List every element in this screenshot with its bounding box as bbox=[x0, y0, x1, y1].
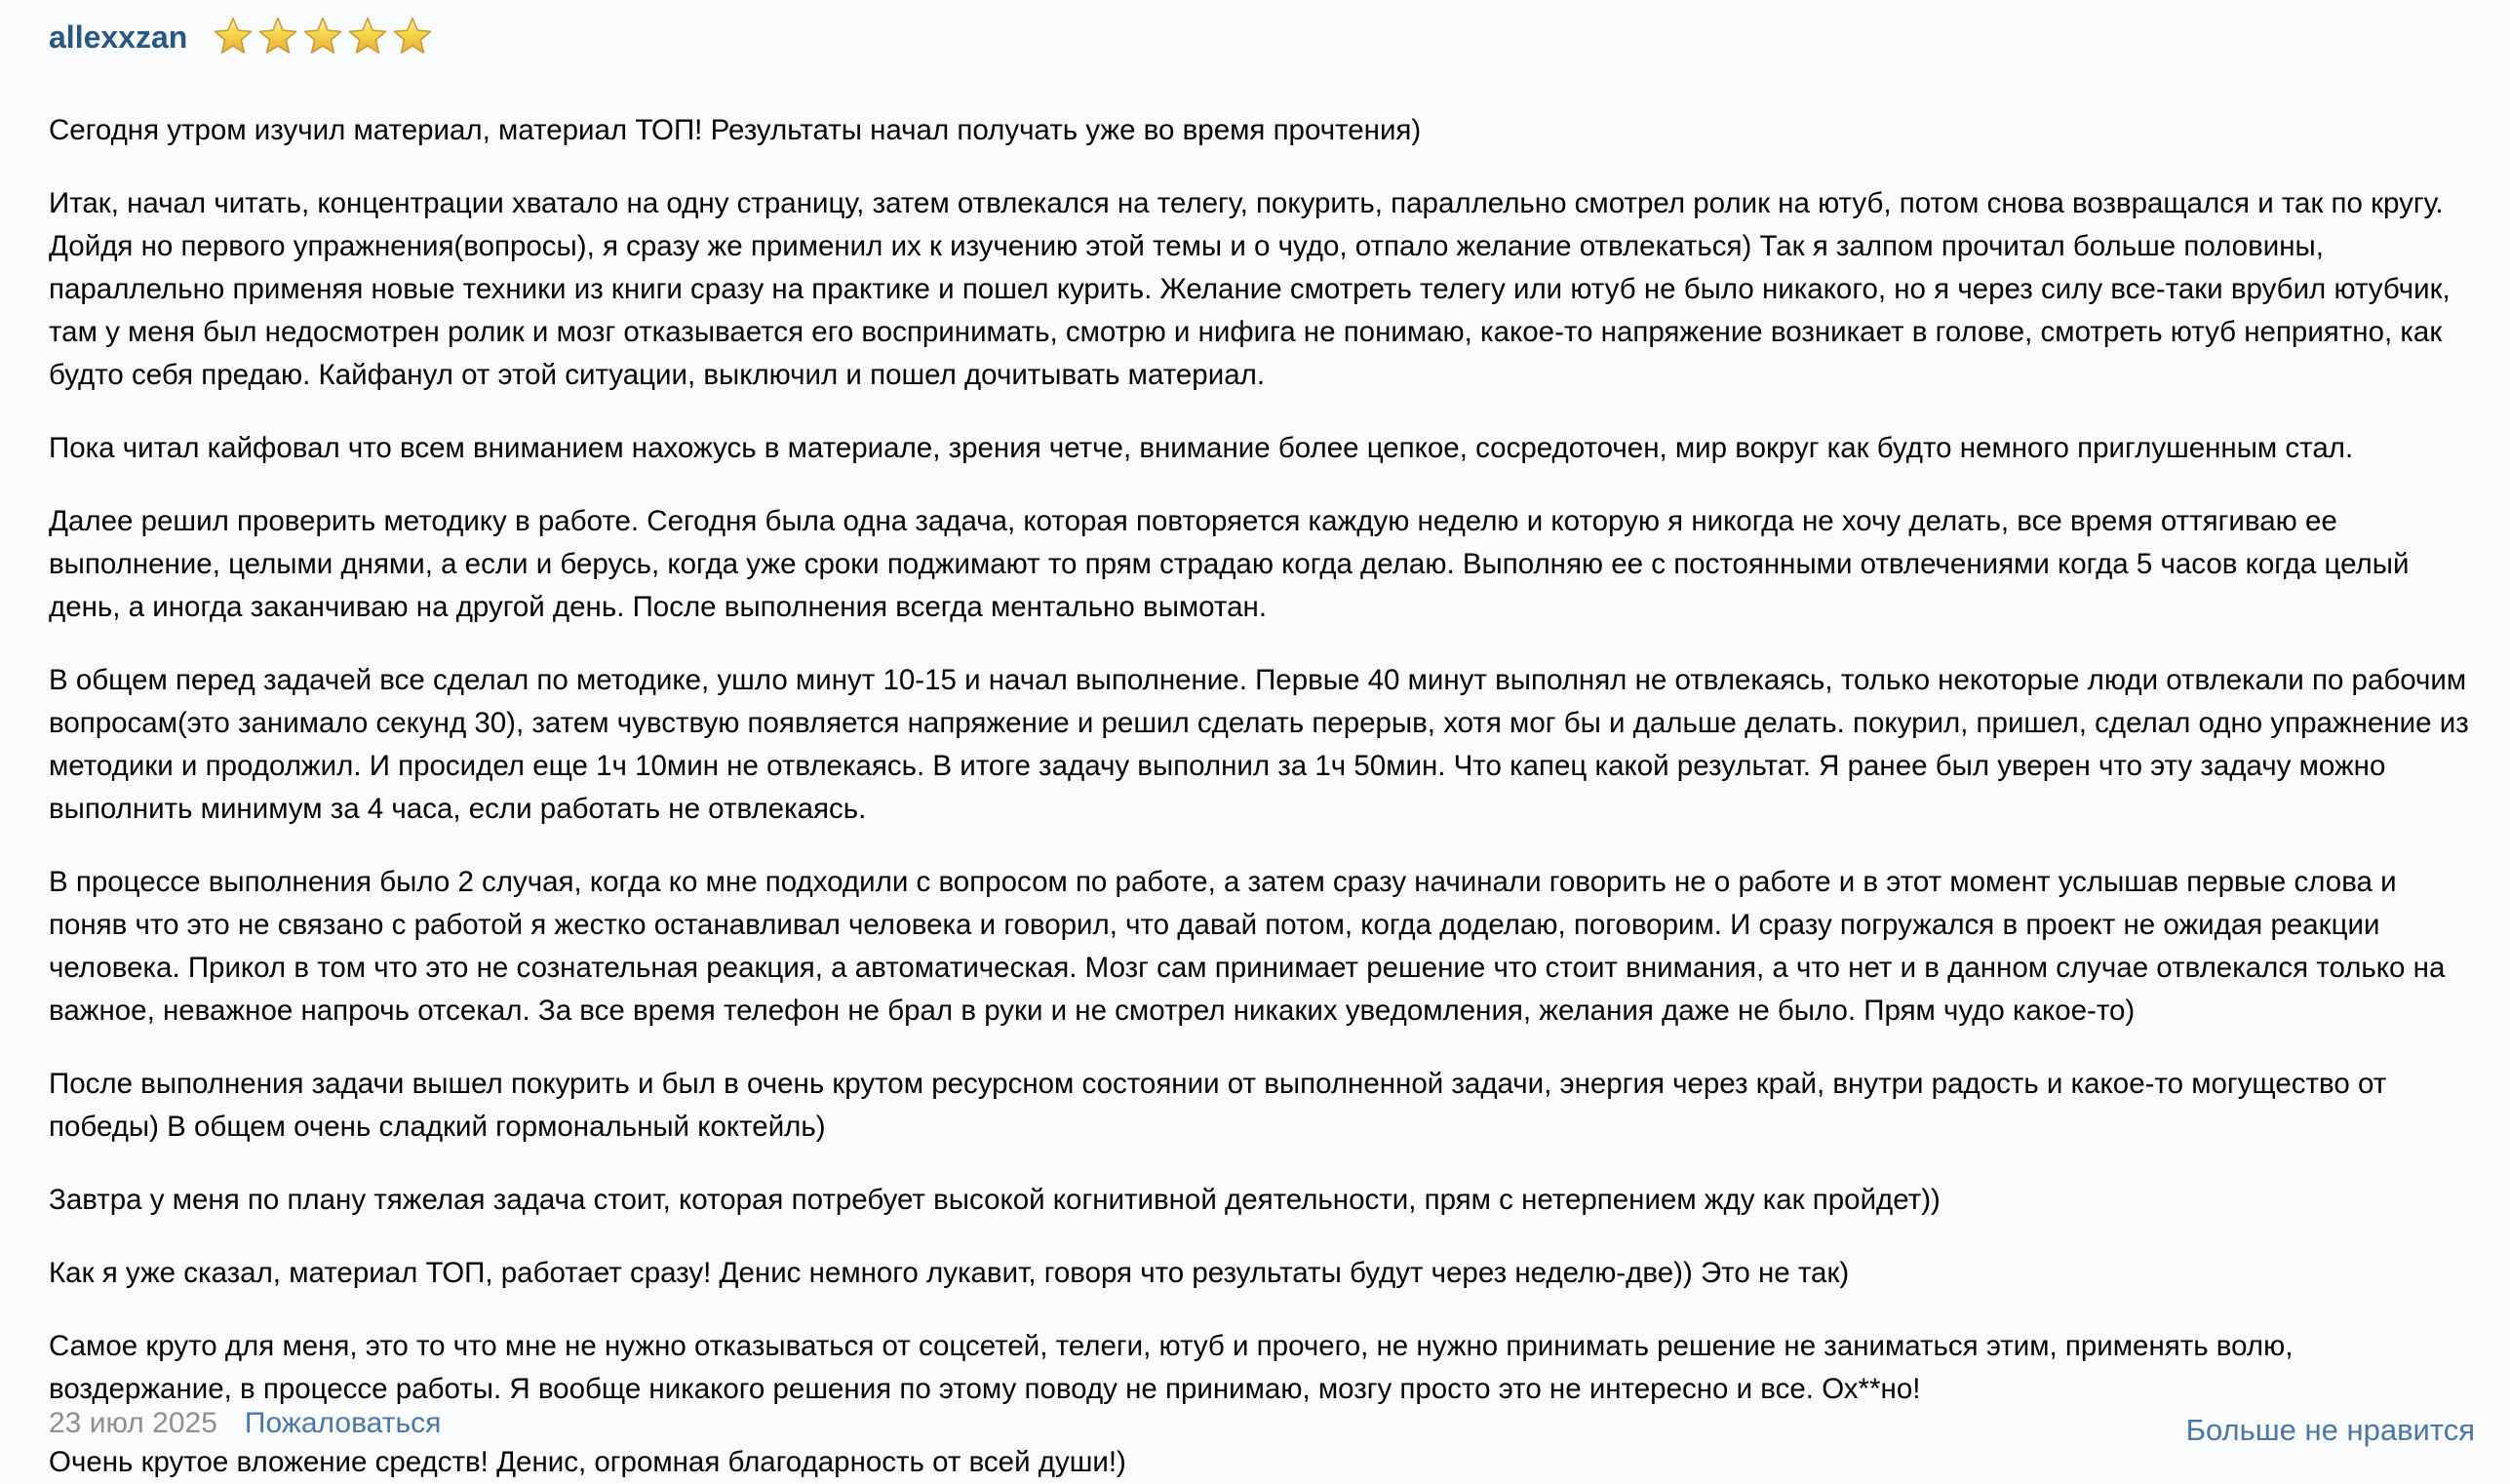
review-date: 23 июл 2025 bbox=[49, 1407, 217, 1439]
review-paragraph: В процессе выполнения было 2 случая, когда ко мне подходили с вопросом по работе, а затем сразу начинали говорить не о работе и в этот момент услышав первые слова и поняв что это не связано с работой я жестко останавливал человека и говорил, что давай потом, когда доделаю, поговорим. И сразу погружался в проект не ожидая реакции человека. Прикол в том что это не сознательная реакция, а автоматическая. Мозг сам принимает решение что стоит внимания, а что нет и в данном случае отвлекался только на важное, неважное напрочь отсекал. За все время телефон не брал в руки и не смотрел никаких уведомления, желания даже не было. Прям чудо какое-то) bbox=[49, 866, 2446, 1027]
reviewer-username-link[interactable]: allexxzan bbox=[49, 19, 188, 55]
review-paragraph: Итак, начал читать, концентрации хватало на одну страницу, затем отвлекался на телегу, покурить, параллельно смотрел ролик на ютуб, потом снова возвращался и так по кругу. Дойдя но первого упражнения(вопросы), я сразу же применил их к изучению этой темы и о чудо, отпало желание отвлекаться) Так я залпом прочитал больше половины, параллельно применяя новые техники из книги сразу на практике и пошел курить. Желание смотреть телегу или ютуб не было никакого, но я через силу все-таки врубил ютубчик, там у меня был недосмотрен ролик и мозг отказывается его воспринимать, смотрю и нифига не понимаю, какое-то напряжение возникает в голове, смотреть ютуб неприятно, как будто себя предаю. Кайфанул от этой ситуации, выключил и пошел дочитывать материал. bbox=[49, 187, 2451, 391]
review-paragraph: Как я уже сказал, материал ТОП, работает сразу! Денис немного лукавит, говоря что результаты будут через неделю-две)) Это не так) bbox=[49, 1257, 1850, 1289]
review-paragraph: Далее решил проверить методику в работе. Сегодня была одна задача, которая повторяется каждую неделю и которую я никогда не хочу делать, все время оттягиваю ее выполнение, целыми днями, а если и берусь, когда уже сроки поджимают то прям страдаю когда делаю. Выполняю ее с постоянными отвлечениями когда 5 часов когда целый день, а иногда заканчиваю на другой день. После выполнения всегда ментально вымотан. bbox=[49, 505, 2410, 623]
star-icon bbox=[347, 17, 388, 58]
review-paragraph: Сегодня утром изучил материал, материал ТОП! Результаты начал получать уже во время прочтения) bbox=[49, 114, 1422, 146]
star-icon bbox=[392, 17, 433, 58]
star-icon bbox=[302, 17, 343, 58]
review-header bbox=[49, 10, 2471, 64]
review-text bbox=[49, 109, 2471, 1484]
footer-right bbox=[2186, 1412, 2475, 1449]
star-icon bbox=[257, 17, 298, 58]
review-paragraph: Самое круто для меня, это то что мне не нужно отказываться от соцсетей, телеги, ютуб и прочего, не нужно принимать решение не заниматься этим, применять волю, воздержание, в процессе работы. Я вообще никакого решения по этому поводу не принимаю, мозгу просто это не интересно и все. Ох**но! bbox=[49, 1330, 2294, 1405]
unlike-link[interactable]: Больше не нравится bbox=[2185, 1413, 2475, 1447]
star-icon bbox=[213, 17, 254, 58]
footer-left bbox=[49, 1405, 441, 1442]
review-paragraph: Очень крутое вложение средств! Денис, огромная благодарность от всей души!) bbox=[49, 1446, 1126, 1478]
review-paragraph: Пока читал кайфовал что всем вниманием нахожусь в материале, зрения четче, внимание более цепкое, сосредоточен, мир вокруг как будто немного приглушенным стал. bbox=[49, 432, 2354, 464]
report-link[interactable]: Пожаловаться bbox=[244, 1407, 442, 1439]
review-paragraph: В общем перед задачей все сделал по методике, ушло минут 10-15 и начал выполнение. Первые 40 минут выполнял не отвлекаясь, только некоторые люди отвлекали по рабочим вопросам(это занимало секунд 30), затем чувствую появляется напряжение и решил сделать перерыв, хотя мог бы и дальше делать. покурил, пришел, сделал одно упражнение из методики и продолжил. И просидел еще 1ч 10мин не отвлекаясь. В итоге задачу выполнил за 1ч 50мин. Что капец какой результат. Я ранее был уверен что эту задачу можно выполнить минимум за 4 часа, если работать не отвлекаясь. bbox=[49, 664, 2469, 825]
review-paragraph: Завтра у меня по плану тяжелая задача стоит, которая потребует высокой когнитивной деятельности, прям с нетерпением жду как пройдет)) bbox=[49, 1184, 1941, 1216]
review-paragraph: После выполнения задачи вышел покурить и был в очень крутом ресурсном состоянии от выполненной задачи, энергия через край, внутри радость и какое-то могущество от победы) В общем очень сладкий гормональный коктейль) bbox=[49, 1068, 2387, 1143]
star-rating bbox=[213, 17, 433, 58]
